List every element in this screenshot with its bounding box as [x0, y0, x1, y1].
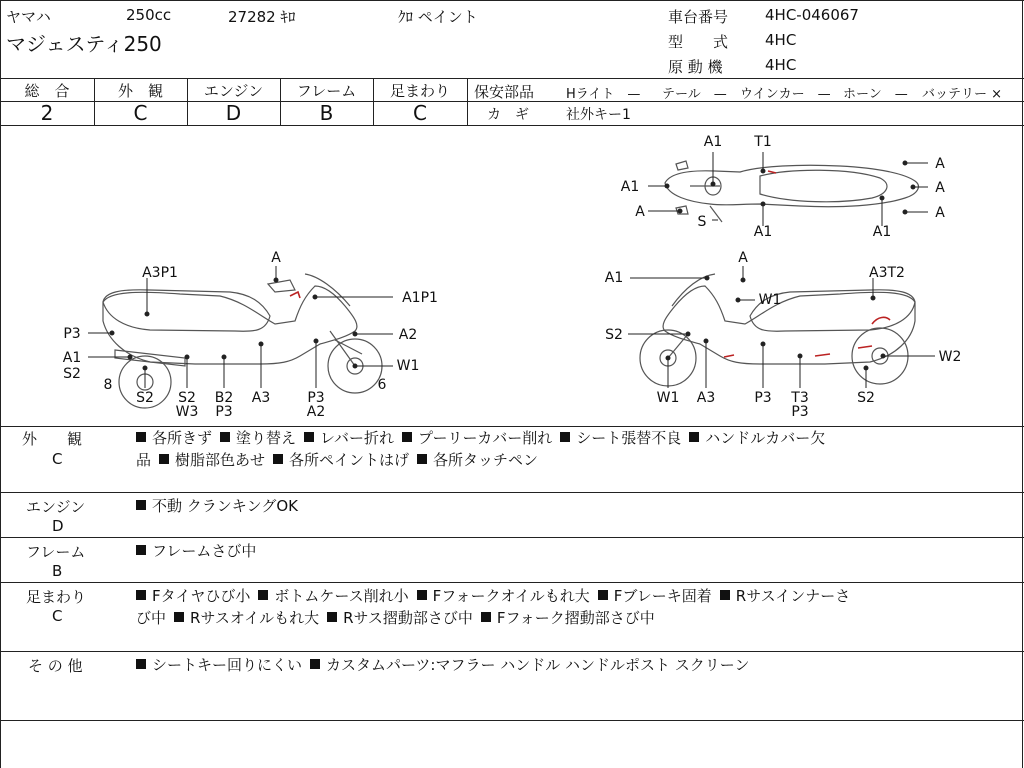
grade-overall-value: 2 — [40, 101, 54, 125]
diagram-code-label: A1 — [753, 224, 773, 240]
remark-engine-line1 — [136, 495, 306, 517]
diagram-code-label: S — [697, 214, 707, 230]
color: ｸﾛ ペイント — [398, 8, 478, 26]
remark-item: Rサス摺動部さび中 — [327, 609, 473, 627]
remarks-line-5 — [0, 720, 1024, 721]
bullet-square-icon — [220, 432, 230, 442]
diagram-code-label: A3P1 — [142, 265, 178, 281]
remark-frame-line1 — [136, 540, 264, 562]
remark-item: 塗り替え — [220, 429, 296, 447]
bullet-square-icon — [402, 432, 412, 442]
frame-no: 4HC-046067 — [765, 6, 859, 24]
bullet-square-icon — [136, 590, 146, 600]
remark-suspension-label: 足まわり — [26, 588, 87, 606]
diagram-code-label: A2 — [306, 404, 326, 420]
grade-suspension-label: 足まわり — [389, 82, 450, 100]
bullet-square-icon — [689, 432, 699, 442]
key-value: 社外キー1 — [566, 107, 631, 123]
grades-top-line — [0, 78, 1024, 79]
type-value: 4HC — [765, 31, 797, 49]
diagram-code-label: P3 — [754, 390, 772, 406]
remark-suspension-line1 — [136, 585, 858, 607]
remarks-line-1 — [0, 492, 1024, 493]
safety-headlight: Hライト — — [566, 87, 641, 102]
safety-horn: ホーン — — [843, 87, 908, 102]
diagram-code-label: A — [738, 250, 748, 266]
diagram-code-label: S2 — [605, 327, 623, 343]
bullet-square-icon — [304, 432, 314, 442]
scooter-diagram — [0, 126, 1024, 426]
safety-winker: ウインカー — — [740, 87, 831, 102]
remark-exterior-line2 — [136, 449, 546, 471]
safety-battery: バッテリー × — [922, 87, 1003, 102]
remark-exterior-label: 外 観 — [22, 430, 83, 448]
displacement: 250cc — [126, 6, 172, 24]
maker: ヤマハ — [6, 8, 51, 26]
remark-item: シートキー回りにくい — [136, 656, 302, 674]
remark-other-label: そ の 他 — [28, 657, 83, 675]
frame-top — [0, 0, 1024, 1]
bullet-square-icon — [417, 454, 427, 464]
safety-taillight: テール — — [662, 87, 727, 102]
remark-item: Fフォークオイルもれ大 — [417, 587, 590, 605]
diagram-code-label: W2 — [938, 349, 962, 365]
grade-suspension-value: C — [413, 101, 427, 125]
remark-item: Fブレーキ固着 — [598, 587, 712, 605]
diagram-code-label: A1 — [703, 134, 723, 150]
diagram-code-label: T3 — [791, 390, 809, 406]
diagram-code-label: P3 — [215, 404, 233, 420]
diagram-code-label: A3 — [696, 390, 716, 406]
diagram-code-label: A3T2 — [869, 265, 905, 281]
remark-frame-label: フレーム — [26, 543, 86, 561]
bullet-square-icon — [720, 590, 730, 600]
grade-engine-label: エンジン — [203, 82, 264, 100]
remark-engine-grade: D — [52, 517, 64, 535]
remark-item: 各所きず — [136, 429, 212, 447]
remark-item: プーリーカバー削れ — [402, 429, 552, 447]
diagram-code-label: 8 — [103, 377, 113, 393]
diagram-code-label: W1 — [656, 390, 680, 406]
grade-exterior-label: 外 観 — [117, 82, 163, 100]
bullet-square-icon — [417, 590, 427, 600]
diagram-code-label: T1 — [754, 134, 772, 150]
bullet-square-icon — [136, 545, 146, 555]
bullet-square-icon — [136, 659, 146, 669]
remark-item: シート張替不良 — [560, 429, 681, 447]
engine-model-label: 原 動 機 — [668, 58, 723, 76]
mileage: 27282 ｷﾛ — [228, 8, 296, 26]
diagram-code-label: A — [935, 205, 945, 221]
bullet-square-icon — [136, 432, 146, 442]
remark-engine-label: エンジン — [26, 498, 86, 516]
remark-item: 各所タッチペン — [417, 451, 538, 469]
key-label: カ ギ — [487, 107, 529, 123]
remark-suspension-grade: C — [52, 607, 63, 625]
remark-item: ボトムケース削れ小 — [258, 587, 408, 605]
bullet-square-icon — [174, 612, 184, 622]
diagram-code-label: A2 — [398, 327, 418, 343]
bullet-square-icon — [481, 612, 491, 622]
diagram-code-label: P3 — [63, 326, 81, 342]
diagram-code-label: A1 — [62, 350, 82, 366]
diagram-code-label: A3 — [251, 390, 271, 406]
diagram-code-label: A1P1 — [402, 290, 438, 306]
grade-frame-value: B — [319, 101, 334, 125]
bullet-square-icon — [598, 590, 608, 600]
bullet-square-icon — [273, 454, 283, 464]
remark-other-line1 — [136, 654, 757, 676]
remark-item: 樹脂部色あせ — [159, 451, 265, 469]
diagram-code-label: A — [935, 180, 945, 196]
remarks-line-4 — [0, 651, 1024, 652]
right-view-scooter — [640, 274, 915, 386]
grade-engine-value: D — [225, 101, 242, 125]
diagram-code-label: A — [271, 250, 281, 266]
grade-frame-label: フレーム — [296, 82, 357, 100]
diagram-code-label: W1 — [396, 358, 420, 374]
remark-item: 品 — [136, 451, 152, 469]
diagram-code-label: P3 — [791, 404, 809, 420]
diagram-code-label: 6 — [377, 377, 387, 393]
remark-item: Fタイヤひび小 — [136, 587, 250, 605]
bullet-square-icon — [560, 432, 570, 442]
frame-no-label: 車台番号 — [668, 8, 729, 26]
remarks-line-3 — [0, 582, 1024, 583]
diagram-code-label: S2 — [857, 390, 875, 406]
type-label: 型 式 — [668, 33, 729, 51]
remark-item: カスタムパーツ:マフラー ハンドル ハンドルポスト スクリーン — [310, 656, 749, 674]
remark-item: 各所ペイントはげ — [273, 451, 409, 469]
remark-item: ハンドルカバー欠 — [689, 429, 825, 447]
diagram-code-label: A1 — [620, 179, 640, 195]
safety-label: 保安部品 — [474, 83, 535, 101]
remark-suspension-line2 — [136, 607, 663, 629]
diagram-code-label: B2 — [214, 390, 234, 406]
top-view-scooter — [665, 161, 918, 222]
bullet-square-icon — [258, 590, 268, 600]
remark-exterior-grade: C — [52, 450, 63, 468]
grade-overall-label: 総 合 — [24, 82, 70, 100]
bullet-square-icon — [136, 500, 146, 510]
remark-item: び中 — [136, 609, 167, 627]
diagram-code-label: A — [935, 156, 945, 172]
remark-item: Fフォーク摺動部さび中 — [481, 609, 655, 627]
remark-item: 不動 クランキングOK — [136, 497, 298, 515]
remark-item: フレームさび中 — [136, 542, 256, 560]
remark-exterior-line1 — [136, 427, 833, 449]
diagram-code-label: S2 — [136, 390, 154, 406]
diagram-code-label: W1 — [758, 292, 782, 308]
remark-item: Rサスインナーさ — [720, 587, 851, 605]
damage-marks — [290, 171, 890, 357]
remark-item: レバー折れ — [304, 429, 394, 447]
remark-item: Rサスオイルもれ大 — [174, 609, 319, 627]
diagram-code-label: A1 — [604, 270, 624, 286]
grade-exterior-value: C — [133, 101, 148, 125]
diagram-code-label: W3 — [175, 404, 199, 420]
diagram-code-label: P3 — [307, 390, 325, 406]
diagram-code-label: S2 — [178, 390, 196, 406]
engine-model-value: 4HC — [765, 56, 797, 74]
diagram-code-label: A — [635, 204, 645, 220]
remark-frame-grade: B — [52, 562, 63, 580]
bullet-square-icon — [159, 454, 169, 464]
diagram-code-label: S2 — [63, 366, 81, 382]
model-name: マジェスティ250 — [6, 32, 162, 56]
remarks-line-2 — [0, 537, 1024, 538]
bullet-square-icon — [310, 659, 320, 669]
bullet-square-icon — [327, 612, 337, 622]
diagram-code-label: A1 — [872, 224, 892, 240]
grade-divider-5 — [467, 78, 468, 125]
